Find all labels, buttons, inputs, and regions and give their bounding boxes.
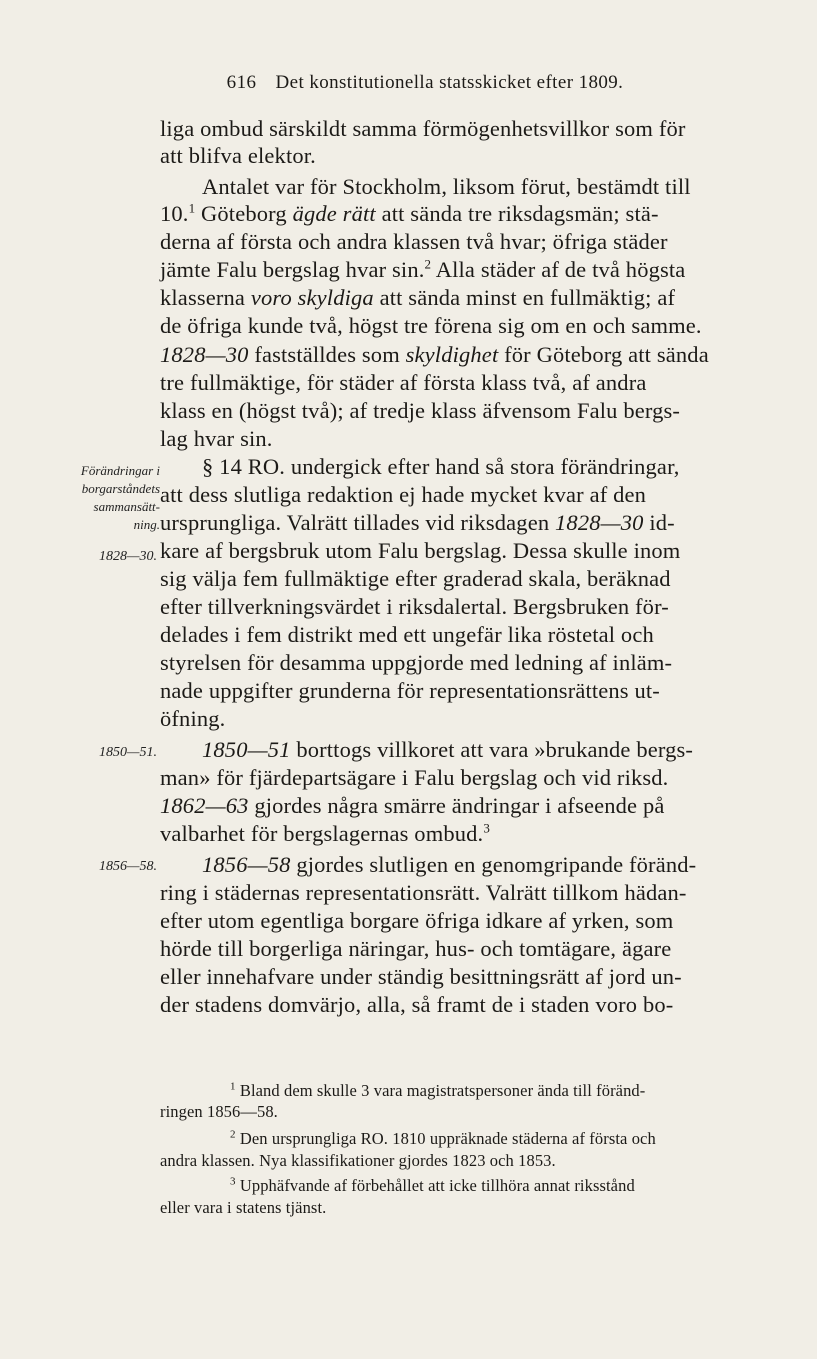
text-run: att sända tre riksdagsmän; stä- (375, 201, 659, 226)
text-line: efter utom egentliga borgare öfriga idkare af yrken, som (160, 908, 674, 933)
text-line (160, 509, 780, 536)
text-run: jämte Falu bergslag hvar sin. (160, 257, 425, 282)
footnote-line: andra klassen. Nya klassifikationer gjordes 1823 och 1853. (160, 1151, 556, 1170)
text-line: styrelsen för desamma uppgjorde med ledning af inläm- (160, 650, 673, 675)
emphasis: 1828—30 (555, 510, 644, 535)
text-line: der stadens domvärjo, alla, så framt de i staden voro bo- (160, 992, 674, 1017)
footnote (160, 1128, 817, 1149)
text-run: 10. (160, 201, 189, 226)
emphasis: voro skyldiga (250, 285, 374, 310)
margin-note-line: sammansätt- (93, 499, 160, 514)
text-line (160, 256, 780, 283)
text-line: att blifva elektor. (160, 143, 316, 168)
text-run: klasserna (160, 285, 251, 310)
footnote-text: Upphäfvande af förbehållet att icke tillhöra annat riksstånd (235, 1176, 635, 1195)
text-line: att dess slutliga redaktion ej hade mycket kvar af den (160, 482, 647, 507)
running-header (140, 72, 710, 94)
text-run: id- (643, 510, 675, 535)
emphasis: 1862—63 (160, 793, 249, 818)
text-run: ursprungliga. Valrätt tillades vid riksdagen (160, 510, 556, 535)
footnote (160, 1080, 817, 1101)
margin-note-line: Förändringar i (80, 463, 160, 478)
footnote-mark: 3 (230, 1175, 236, 1188)
text-line (160, 284, 780, 311)
text-line: hörde till borgerliga näringar, hus- och tomtägare, ägare (160, 936, 672, 961)
footnote (160, 1175, 817, 1196)
text-run: Göteborg (195, 201, 293, 226)
footnote-mark: 2 (230, 1128, 236, 1141)
text-line: efter tillverkningsvärdet i riksdalertal. Bergsbruken för- (160, 594, 669, 619)
text-line (160, 736, 817, 763)
text-line: ring i städernas representationsrätt. Valrätt tillkom hädan- (160, 880, 687, 905)
text-run: gjordes några smärre ändringar i afseende på (248, 793, 665, 818)
text-run: gjordes slutligen en genomgripande föränd- (290, 852, 697, 877)
emphasis: skyldighet (405, 342, 499, 367)
text-line: klass en (högst två); af tredje klass äfvensom Falu bergs- (160, 398, 681, 423)
text-line: sig välja fem fullmäktige efter graderad skala, beräknad (160, 566, 671, 591)
margin-note-year: 1856—58. (99, 859, 157, 874)
text-line: man» för fjärdepartsägare i Falu bergslag och vid riksd. (160, 765, 669, 790)
text-line: lag hvar sin. (160, 426, 273, 451)
text-line: nade uppgifter grunderna för representationsrättens ut- (160, 678, 660, 703)
text-line: kare af bergsbruk utom Falu bergslag. Dessa skulle inom (160, 538, 681, 563)
text-line: tre fullmäktige, för städer af första klass två, af andra (160, 370, 647, 395)
margin-note-line: borgarståndets (81, 481, 160, 496)
text-line (160, 792, 780, 819)
text-line: liga ombud särskildt samma förmögenhetsvillkor som för (160, 116, 686, 141)
margin-note-heading (81, 462, 160, 534)
margin-note-year: 1828—30. (99, 549, 157, 564)
page-number: 616 (226, 72, 257, 93)
emphasis: 1856—58 (202, 852, 291, 877)
text-run: fastställdes som (248, 342, 406, 367)
text-line: § 14 RO. undergick efter hand så stora förändringar, (202, 454, 680, 479)
text-run: att sända minst en fullmäktig; af (373, 285, 676, 310)
footnote-line: eller vara i statens tjänst. (160, 1198, 327, 1217)
text-run: Alla städer af de två högsta (431, 257, 686, 282)
text-line (160, 851, 817, 878)
text-run: för Göteborg att sända (498, 342, 709, 367)
footnote-ref: 3 (483, 820, 490, 836)
text-run: borttogs villkoret att vara »brukande bergs- (290, 737, 694, 762)
text-run: valbarhet för bergslagernas ombud. (160, 821, 484, 846)
text-line (160, 200, 780, 227)
emphasis: 1828—30 (160, 342, 249, 367)
text-line (160, 820, 780, 847)
text-line: de öfriga kunde två, högst tre förena sig om en och samme. (160, 313, 702, 338)
text-line: Antalet var för Stockholm, liksom förut, bestämdt till (202, 174, 691, 199)
running-title: Det konstitutionella statsskicket efter 1809. (275, 72, 624, 93)
text-line: öfning. (160, 706, 226, 731)
footnote-ref: 2 (424, 256, 432, 272)
footnote-line: ringen 1856—58. (160, 1102, 278, 1121)
footnote-mark: 1 (230, 1080, 236, 1093)
footnote-text: Den ursprungliga RO. 1810 uppräknade städerna af första och (235, 1129, 656, 1148)
footnote-text: Bland dem skulle 3 vara magistratspersoner ända till föränd- (235, 1081, 646, 1100)
margin-note-line: ning. (133, 517, 160, 532)
text-line (160, 341, 780, 368)
footnote-ref: 1 (188, 200, 196, 216)
margin-note-year: 1850—51. (99, 745, 157, 760)
text-line: derna af första och andra klassen två hvar; öfriga städer (160, 229, 668, 254)
text-line: delades i fem distrikt med ett ungefär lika röstetal och (160, 622, 654, 647)
text-line: eller innehafvare under ständig besittningsrätt af jord un- (160, 964, 682, 989)
emphasis: 1850—51 (202, 737, 291, 762)
emphasis: ägde rätt (292, 201, 376, 226)
